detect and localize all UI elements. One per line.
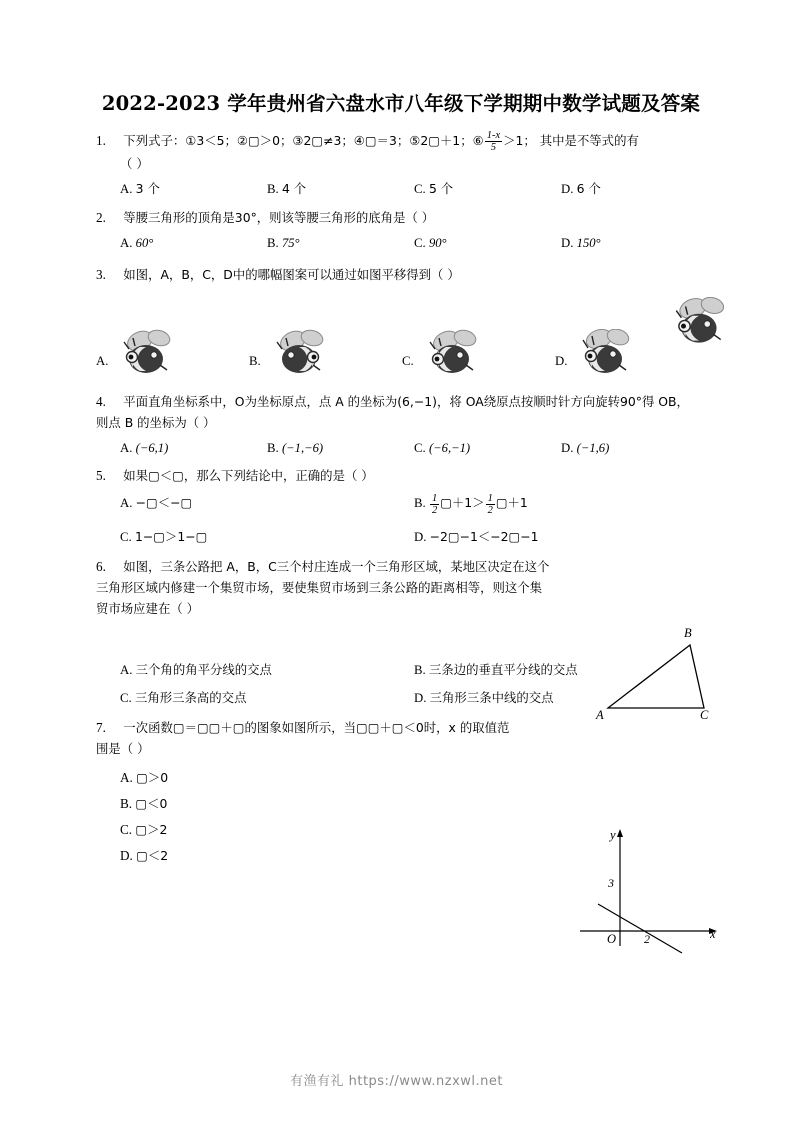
- q5-option-b[interactable]: B. $\frac{1}{2}$ ▢＋1＞ $\frac{1}{2}$ ▢＋1: [414, 493, 528, 517]
- q3-option-a[interactable]: A.: [96, 354, 109, 369]
- q4-option-b[interactable]: B. (−1,−6): [267, 441, 324, 456]
- question-5-options-row1: [120, 492, 708, 516]
- question-4-text-line1: 平面直角坐标系中，O为坐标原点，点 A 的坐标为(6,−1)，将 OA绕原点按顺时针方向旋转90°得 OB，: [123, 394, 689, 410]
- question-6-number: 6.: [96, 559, 106, 575]
- triangle-label-b: B: [684, 626, 692, 640]
- triangle-figure: [596, 626, 718, 730]
- bee-icon-c: [422, 329, 482, 385]
- q7-option-c[interactable]: C. ▢＞2: [120, 822, 168, 838]
- question-2-options: [120, 232, 708, 254]
- fraction-1: [485, 130, 502, 153]
- fraction-half-2: $\frac{1}{2}$: [487, 493, 493, 517]
- q4-option-c[interactable]: C. (−6,−1): [414, 441, 471, 456]
- question-4-options: [120, 437, 708, 459]
- bee-icon-reference: [668, 297, 730, 354]
- q3-option-b[interactable]: B.: [249, 354, 261, 369]
- triangle-label-c: C: [700, 708, 709, 722]
- question-4: [96, 391, 708, 459]
- question-1: [96, 130, 708, 200]
- q4-option-a[interactable]: A. (−6,1): [120, 441, 169, 456]
- question-6-text-line1: 如图，三条公路把 A，B，C三个村庄连成一个三角形区域，某地区决定在这个: [123, 559, 550, 575]
- footer-watermark: 有渔有礼 https://www.nzxwl.net: [289, 1074, 504, 1089]
- q4-option-d[interactable]: D. (−1,6): [561, 441, 610, 456]
- question-3-number: 3.: [96, 267, 106, 283]
- bee-icon-b: [269, 329, 329, 385]
- question-1-number: 1.: [96, 133, 106, 148]
- question-5-options-row2: [120, 526, 708, 548]
- graph-label-x: x: [710, 927, 716, 941]
- fraction-1-denominator: 5: [490, 142, 497, 154]
- q1-option-d[interactable]: D. 6 个: [561, 181, 601, 197]
- question-6-text-line3: 贸市场应建在（ ）: [96, 601, 200, 617]
- q1-option-c[interactable]: C. 5 个: [414, 181, 454, 197]
- graph-label-3: 3: [608, 876, 614, 890]
- q5-option-a[interactable]: A. −▢＜−▢: [120, 495, 193, 511]
- q3-option-d[interactable]: D.: [555, 354, 568, 369]
- graph-label-origin: O: [607, 932, 617, 946]
- q2-option-b[interactable]: B. 75°: [267, 236, 300, 251]
- graph-label-2: 2: [644, 932, 650, 946]
- fraction-half-1: $\frac{1}{2}$: [431, 493, 438, 517]
- q7-option-b[interactable]: B. ▢＜0: [120, 796, 168, 812]
- bee-icon-d: [575, 329, 635, 385]
- question-3-options: [96, 329, 708, 383]
- question-7-text-line1: 一次函数▢＝▢▢＋▢的图象如图所示，当▢▢＋▢＜0时，x 的取值范: [123, 720, 510, 736]
- question-1-options: [120, 178, 708, 200]
- question-7-text-line2: 围是（ ）: [96, 741, 150, 757]
- linear-function-graph: [560, 826, 730, 961]
- question-1-text-line1: 下列式子：①3＜5；②▢＞0；③2▢≠3；④▢＝3；⑤2▢＋1；⑥: [123, 133, 484, 148]
- q3-option-c[interactable]: C.: [402, 354, 414, 369]
- page-title: 2022-2023 学年贵州省六盘水市八年级下学期期中数学试题及答案: [101, 92, 701, 115]
- graph-label-y: y: [610, 828, 616, 842]
- question-5-text: 如果▢＜▢，那么下列结论中，正确的是（ ）: [123, 468, 374, 484]
- question-5: [96, 465, 708, 548]
- questions-container: [96, 130, 708, 869]
- q6-option-c[interactable]: C. 三角形三条高的交点: [120, 690, 247, 706]
- q2-option-a[interactable]: A. 60°: [120, 236, 154, 251]
- question-1-blank: （ ）: [120, 156, 149, 172]
- question-4-text-line2: 则点 B 的坐标为（ ）: [96, 415, 216, 431]
- question-2: [96, 207, 708, 254]
- q1-option-b[interactable]: B. 4 个: [267, 181, 307, 197]
- q5-option-d[interactable]: D. −2▢−1＜−2▢−1: [414, 529, 539, 545]
- question-6-text-line2: 三角形区域内修建一个集贸市场，要使集贸市场到三条公路的距离相等，则这个集: [96, 580, 543, 596]
- q7-option-a[interactable]: A. ▢＞0: [120, 770, 169, 786]
- question-7-number: 7.: [96, 720, 106, 736]
- q2-option-c[interactable]: C. 90°: [414, 236, 447, 251]
- q6-option-d[interactable]: D. 三角形三条中线的交点: [414, 690, 554, 706]
- q7-option-d[interactable]: D. ▢＜2: [120, 848, 169, 864]
- question-1-text-line2: ＞1； 其中是不等式的有: [503, 133, 639, 148]
- fraction-1-numerator: 1-x: [486, 130, 501, 142]
- bee-icon-a: [116, 329, 176, 385]
- q5-option-c[interactable]: C. 1−▢＞1−▢: [120, 529, 208, 545]
- question-2-text: 等腰三角形的顶角是30°，则该等腰三角形的底角是（ ）: [123, 210, 435, 226]
- question-3: [96, 264, 708, 383]
- question-5-number: 5.: [96, 468, 106, 484]
- q2-option-d[interactable]: D. 150°: [561, 236, 601, 251]
- question-2-number: 2.: [96, 210, 106, 226]
- q1-option-a[interactable]: A. 3 个: [120, 181, 160, 197]
- q6-option-a[interactable]: A. 三个角的角平分线的交点: [120, 662, 272, 678]
- question-3-text: 如图，A，B，C，D中的哪幅图案可以通过如图平移得到（ ）: [123, 267, 460, 283]
- q6-option-b[interactable]: B. 三条边的垂直平分线的交点: [414, 662, 578, 678]
- triangle-label-a: A: [596, 708, 604, 722]
- question-4-number: 4.: [96, 394, 106, 410]
